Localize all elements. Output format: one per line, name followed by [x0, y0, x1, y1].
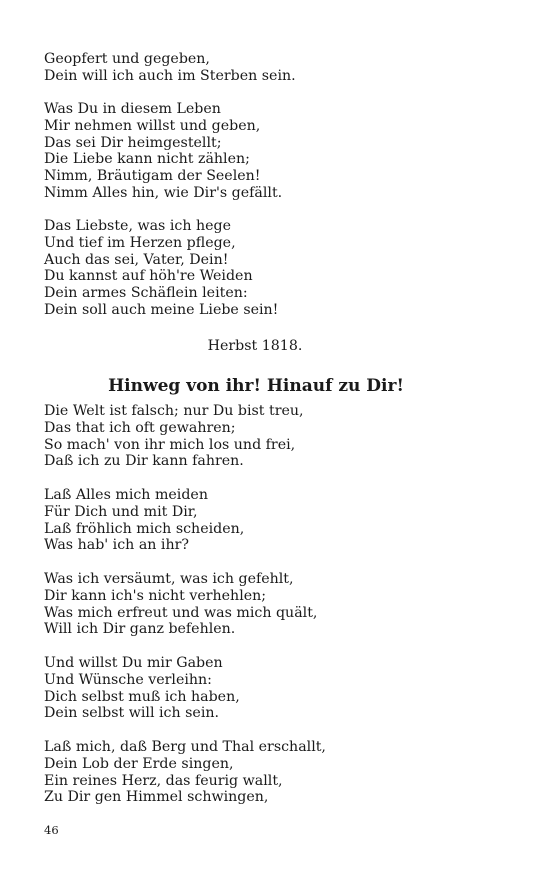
poem-line: Was hab' ich an ihr?	[44, 537, 189, 554]
poem-line: Dein selbst will ich sein.	[44, 705, 220, 722]
stanza-8	[44, 739, 326, 806]
poem-line: Dir kann ich's nicht verhehlen;	[44, 587, 267, 604]
poem-line: Geopfert und gegeben,	[44, 51, 210, 67]
stanza-6	[44, 571, 317, 638]
poem-line: Was Du in diesem Leben	[44, 101, 221, 117]
poem-line: So mach' von ihr mich los und frei,	[44, 436, 296, 453]
poem-line: Was ich versäumt, was ich gefehlt,	[44, 571, 294, 587]
stanza-4	[44, 403, 304, 470]
poem-line: Nimm Alles hin, wie Dir's gefällt.	[44, 184, 283, 201]
poem-date: Herbst 1818.	[207, 338, 303, 354]
poem-line: Das Liebste, was ich hege	[44, 218, 231, 234]
poem-line: Die Welt ist falsch; nur Du bist treu,	[44, 403, 304, 419]
poem-line: Für Dich und mit Dir,	[44, 503, 198, 520]
poem-line: Und Wünsche verleihn:	[44, 671, 212, 688]
poem-line: Die Liebe kann nicht zählen;	[44, 151, 250, 168]
poem-line: Nimm, Bräutigam der Seelen!	[44, 168, 261, 185]
poem-line: Laß fröhlich mich scheiden,	[44, 520, 245, 537]
page-number: 46	[44, 823, 59, 837]
poem-line: Das sei Dir heimgestellt;	[44, 134, 222, 151]
poem-line: Das that ich oft gewahren;	[44, 419, 236, 436]
poem-line: Ein reines Herz, das feurig wallt,	[44, 772, 283, 789]
poem-line: Dein armes Schäflein leiten:	[44, 285, 248, 302]
stanza-1	[44, 51, 296, 85]
stanza-2	[44, 101, 282, 202]
poem-line: Und tief im Herzen pflege,	[44, 234, 236, 251]
poem-line: Und willst Du mir Gaben	[44, 655, 223, 671]
poem-line: Du kannst auf höh're Weiden	[44, 268, 253, 285]
poem-line: Auch das sei, Vater, Dein!	[44, 251, 229, 268]
stanza-3	[44, 218, 278, 319]
poem-line: Dein soll auch meine Liebe sein!	[44, 301, 279, 318]
poem-line: Laß mich, daß Berg und Thal erschallt,	[44, 739, 326, 755]
stanza-5	[44, 487, 244, 554]
poem-line: Zu Dir gen Himmel schwingen,	[44, 789, 269, 806]
poem-line: Was mich erfreut und was mich quält,	[44, 604, 318, 621]
poem-line: Dein Lob der Erde singen,	[44, 755, 234, 772]
poem-line: Will ich Dir ganz befehlen.	[44, 621, 236, 638]
poem-line: Dich selbst muß ich haben,	[44, 688, 240, 705]
poem-title: Hinweg von ihr! Hinauf zu Dir!	[108, 376, 404, 396]
poem-line: Dein will ich auch im Sterben sein.	[44, 67, 296, 84]
poem-line: Laß Alles mich meiden	[44, 487, 208, 503]
poem-line: Daß ich zu Dir kann fahren.	[44, 453, 244, 470]
stanza-7	[44, 655, 240, 722]
poem-line: Mir nehmen willst und geben,	[44, 117, 261, 134]
